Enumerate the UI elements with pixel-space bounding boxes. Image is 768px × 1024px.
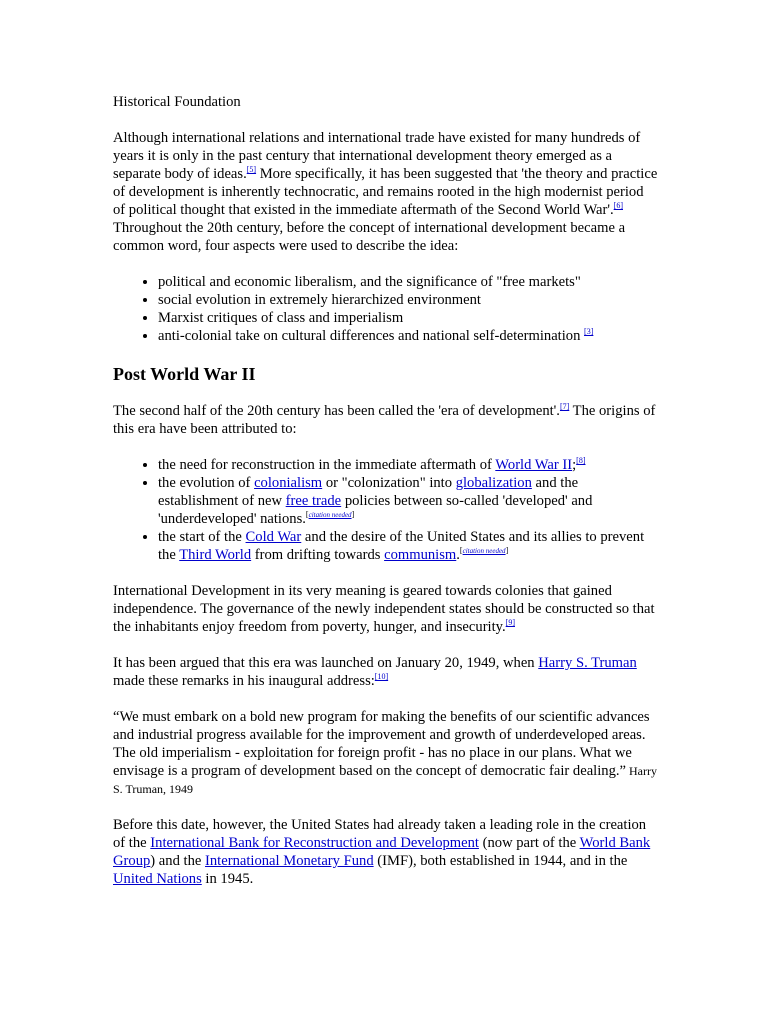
- text: the evolution of: [158, 475, 255, 491]
- text: the need for reconstruction in the immediate aftermath of: [158, 457, 496, 473]
- quote-text: “We must embark on a bold new program for making the benefits of our scientific advances and industrial progress available for the improvement and growth of underdeveloped areas. The old imperialism - exploitation for foreign profit - has no place in our plans. What we envisage is a program of development based on the concept of democratic fair dealing.”: [113, 709, 650, 779]
- ref-link-10[interactable]: [10]: [374, 672, 389, 682]
- list-item: • social evolution in extremely hierarchized environment: [158, 291, 658, 309]
- list-item: • the start of the Cold War and the desire of the United States and its allies to prevent the Third World from drifting towards communism.[citation needed]: [158, 528, 658, 564]
- list-item: • the evolution of colonialism or "colonization" into globalization and the establishment of new free trade policies between so-called 'developed' and 'underdeveloped' nations.[citation needed]: [158, 474, 658, 528]
- world-bank-group-link[interactable]: World Bank Group: [113, 835, 651, 869]
- paragraph-intro: [113, 129, 658, 255]
- third-world-link[interactable]: Third World: [179, 547, 252, 563]
- world-war-ii-link[interactable]: World War II: [495, 457, 573, 473]
- text: the start of the: [158, 529, 246, 545]
- text: and the establishment of new: [158, 475, 579, 509]
- citation-needed-link[interactable]: citation needed: [462, 547, 506, 556]
- section-title: Historical Foundation: [113, 94, 241, 110]
- list-item: [158, 456, 658, 474]
- paragraph-institutions: [113, 816, 658, 888]
- united-nations-link[interactable]: United Nations: [113, 871, 202, 887]
- text: .: [456, 547, 460, 563]
- text: International Development in its very meaning is geared towards colonies that gained independence. The governance of the newly independent states should be constructed so that the inhabitants enjoy freedom from poverty, hunger, and insecurity.: [113, 583, 655, 635]
- text: made these remarks in his inaugural address:: [113, 673, 375, 689]
- text: The origins of this era have been attributed to:: [113, 403, 656, 437]
- ref-link-9[interactable]: [9]: [505, 618, 515, 628]
- paragraph-development: [113, 582, 658, 636]
- text: anti-colonial take on cultural differences and national self-determination: [158, 328, 585, 344]
- section-heading: Post World War II: [113, 364, 256, 384]
- cold-war-link[interactable]: Cold War: [245, 529, 302, 545]
- list-item: • political and economic liberalism, and the significance of "free markets": [158, 273, 658, 291]
- quote-attribution: Harry S. Truman, 1949: [113, 764, 657, 796]
- text: Throughout the 20th century, before the concept of international development became a common word, four aspects were used to describe the idea:: [113, 220, 626, 254]
- article-body: [113, 93, 658, 906]
- text: ) and the: [150, 853, 206, 869]
- origins-list: [113, 456, 658, 564]
- text: Although international relations and international trade have existed for many hundreds of years it is only in the past century that international development theory emerged as a separate body of ideas.: [113, 130, 641, 182]
- text: (IMF), both established in 1944, and in the: [373, 853, 628, 869]
- text: from drifting towards: [251, 547, 385, 563]
- paragraph-truman: [113, 654, 658, 690]
- paragraph-era: [113, 402, 658, 438]
- globalization-link[interactable]: globalization: [455, 475, 532, 491]
- list-item: • Marxist critiques of class and imperialism: [158, 309, 658, 327]
- text: The second half of the 20th century has been called the 'era of development'.: [113, 403, 560, 419]
- aspects-list: [113, 273, 658, 345]
- text: and the desire of the United States and its allies to prevent the: [158, 529, 645, 563]
- communism-link[interactable]: communism: [384, 547, 457, 563]
- harry-truman-link[interactable]: Harry S. Truman: [538, 655, 637, 671]
- text: in 1945.: [201, 871, 254, 887]
- text: It has been argued that this era was launched on January 20, 1949, when: [113, 655, 539, 671]
- text: or "colonization" into: [322, 475, 456, 491]
- truman-quote: [113, 708, 658, 798]
- text: ;: [572, 457, 577, 473]
- ref-link-8[interactable]: [8]: [576, 456, 586, 466]
- text: Before this date, however, the United States had already taken a leading role in the creation of the: [113, 817, 647, 851]
- ref-link-7[interactable]: [7]: [559, 402, 570, 412]
- ref-link-5[interactable]: [5]: [246, 165, 257, 175]
- ref-link-3[interactable]: [3]: [584, 327, 594, 337]
- free-trade-link[interactable]: free trade: [285, 493, 342, 509]
- colonialism-link[interactable]: colonialism: [254, 475, 323, 491]
- list-item: [158, 327, 658, 345]
- citation-needed-link[interactable]: citation needed: [308, 511, 352, 520]
- text: (now part of the: [478, 835, 580, 851]
- text: policies between so-called 'developed' and 'underdeveloped' nations.: [158, 493, 593, 527]
- ref-link-6[interactable]: [6]: [613, 201, 623, 211]
- ibrd-link[interactable]: International Bank for Reconstruction and Development: [150, 835, 479, 851]
- text: More specifically, it has been suggested that 'the theory and practice of development is inherently technocratic, and remains rooted in the high modernist period of political thought that existed in the immediate aftermath of the Second World War'.: [113, 166, 658, 218]
- imf-link[interactable]: International Monetary Fund: [205, 853, 374, 869]
